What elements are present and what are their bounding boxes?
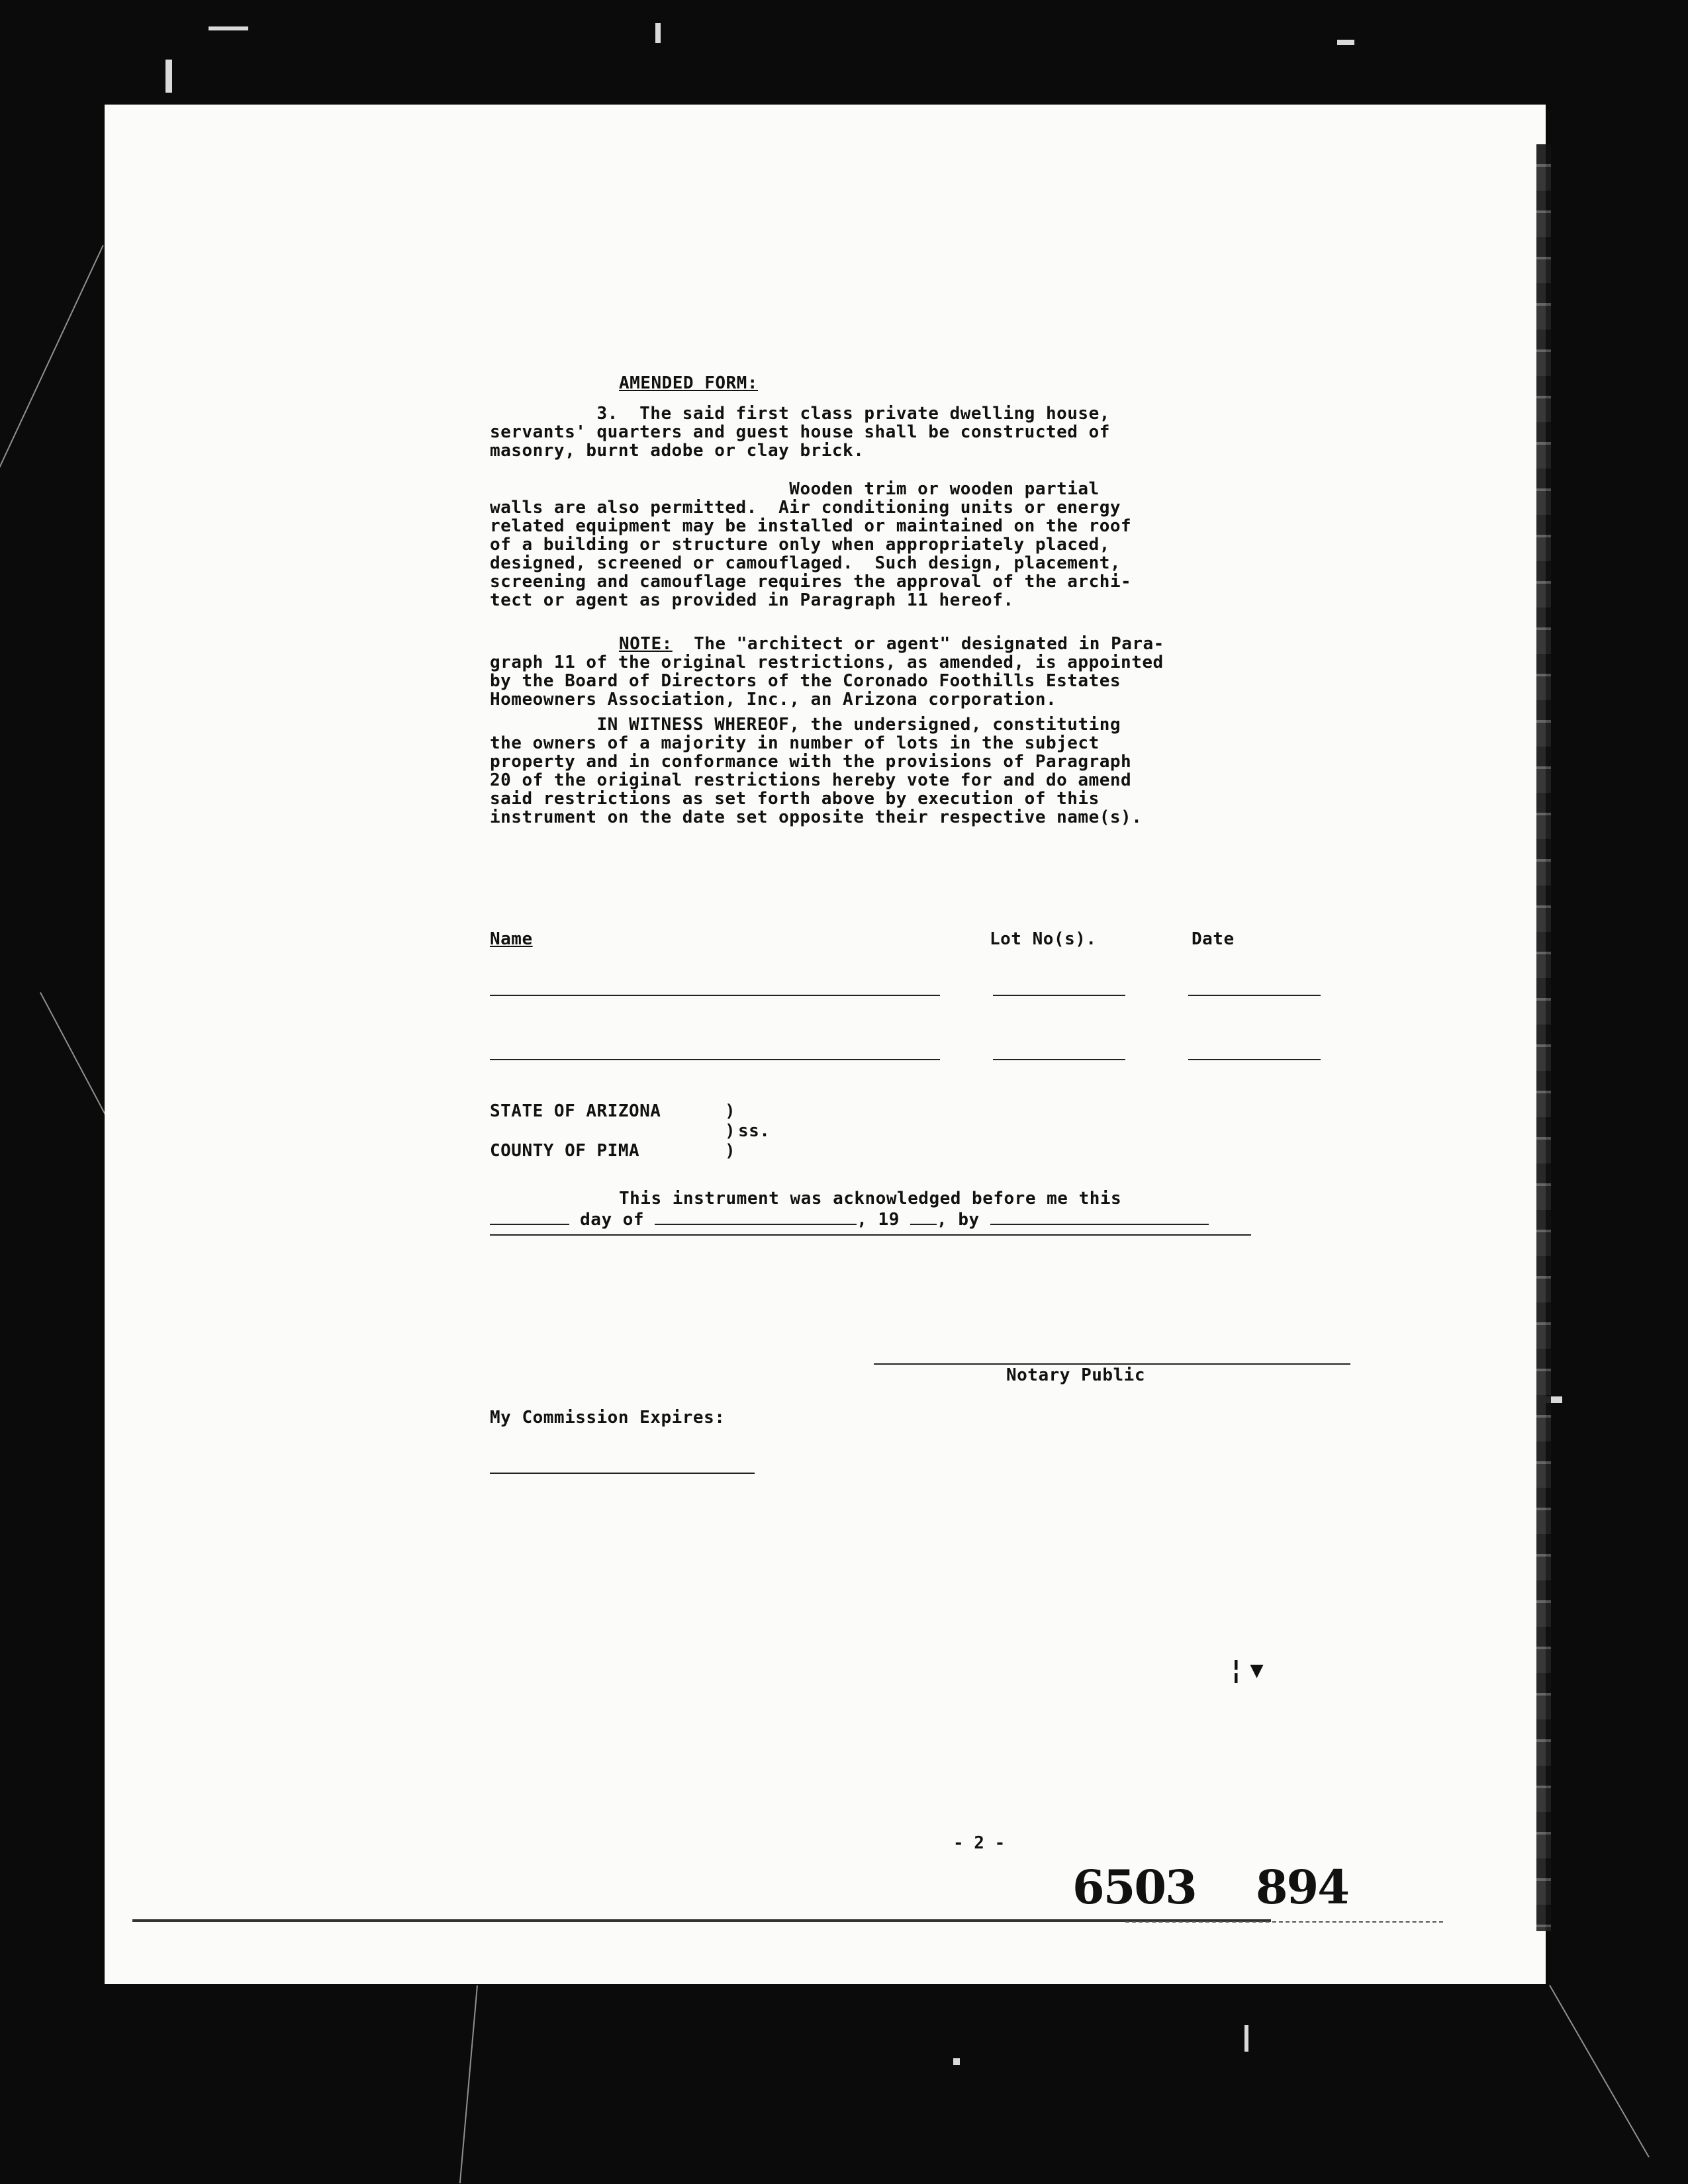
acknowledgment-continuation-line[interactable] xyxy=(490,1234,1251,1236)
day-blank[interactable] xyxy=(490,1209,569,1225)
bottom-rule xyxy=(132,1919,1271,1922)
venue-brace: ) xyxy=(725,1101,736,1121)
scan-speck xyxy=(209,26,248,30)
scan-speck xyxy=(655,23,661,43)
lot-number-line[interactable] xyxy=(993,1059,1125,1060)
by-label: , by xyxy=(937,1210,990,1230)
scan-speck xyxy=(165,60,172,93)
venue-state: STATE OF ARIZONA xyxy=(490,1101,661,1121)
scan-scratch xyxy=(1549,1985,1650,2158)
recording-stamp-number: 6503 xyxy=(1072,1860,1196,1915)
scan-scratch xyxy=(459,1985,478,2183)
page-number: - 2 - xyxy=(953,1833,1006,1853)
name-signature-line[interactable] xyxy=(490,995,940,996)
date-line[interactable] xyxy=(1188,1059,1321,1060)
acknowledgment-date-line xyxy=(490,1209,1209,1229)
venue-brace: ) xyxy=(725,1141,736,1161)
recording-stamp xyxy=(1072,1860,1348,1915)
scan-scratch xyxy=(0,245,104,557)
acknowledgment-text: This instrument was acknowledged before me this xyxy=(619,1189,1122,1208)
paragraph-wooden-trim: Wooden trim or wooden partial walls are also permitted. Air conditioning units or energy related equipment may be installed or maintained on the roof of a building or structure only when appropriately placed, designed, screened or camouflaged. Such design, placement, screening and camouflage requires the approval of the archi- tect or agent as provided in Paragraph 11 hereof. xyxy=(490,479,1132,610)
note-label: NOTE: xyxy=(619,634,673,654)
ink-mark: ¦ ▾ xyxy=(1231,1655,1264,1685)
bottom-rule-dashed xyxy=(1125,1921,1443,1923)
column-date: Date xyxy=(1192,929,1235,949)
commission-expires-line[interactable] xyxy=(490,1473,755,1474)
paragraph-3: 3. The said first class private dwelling house, servants' quarters and guest house shall be constructed of masonry, burnt adobe or clay brick. xyxy=(490,404,1110,461)
signature-table-header xyxy=(490,930,1350,950)
page-edge-noise xyxy=(1536,144,1551,1931)
venue-block xyxy=(490,1102,953,1175)
year-blank[interactable] xyxy=(910,1209,937,1225)
lot-number-line[interactable] xyxy=(993,995,1125,996)
note-paragraph xyxy=(490,635,1164,709)
commission-expires-label: My Commission Expires: xyxy=(490,1408,726,1428)
scan-speck xyxy=(953,2058,960,2065)
scan-speck xyxy=(1337,40,1354,45)
venue-brace: ) xyxy=(725,1121,736,1141)
date-line[interactable] xyxy=(1188,995,1321,996)
column-name: Name xyxy=(490,929,533,949)
notary-signature-line[interactable] xyxy=(874,1363,1350,1365)
note-text-rest: graph 11 of the original restrictions, as amended, is appointed by the Board of Directors of the Coronado Foothills Estates Homeowners Association, Inc., an Arizona corporation. xyxy=(490,653,1164,709)
year-label: , 19 xyxy=(857,1210,911,1230)
venue-ss: ss. xyxy=(738,1121,771,1141)
day-of-label: day of xyxy=(569,1210,655,1230)
notary-signature xyxy=(874,1363,1350,1390)
column-lot-numbers: Lot No(s). xyxy=(990,929,1097,949)
by-blank[interactable] xyxy=(990,1209,1209,1225)
scan-speck xyxy=(1244,2025,1248,2052)
recording-stamp-page: 894 xyxy=(1255,1860,1348,1915)
notary-label: Notary Public xyxy=(1006,1365,1145,1385)
witness-paragraph: IN WITNESS WHEREOF, the undersigned, constituting the owners of a majority in number of lots in the subject property and in conformance with the provisions of Paragraph 20 of the original restrictions hereby vote for and do amend said restrictions as set forth above by execution of this instrument on the date set opposite their respective name(s). xyxy=(490,715,1143,827)
venue-county: COUNTY OF PIMA xyxy=(490,1141,640,1161)
note-text-line1: The "architect or agent" designated in Para- xyxy=(672,634,1164,654)
name-signature-line[interactable] xyxy=(490,1059,940,1060)
section-heading: AMENDED FORM: xyxy=(619,373,758,393)
document-page xyxy=(105,105,1546,1984)
month-blank[interactable] xyxy=(655,1209,857,1225)
